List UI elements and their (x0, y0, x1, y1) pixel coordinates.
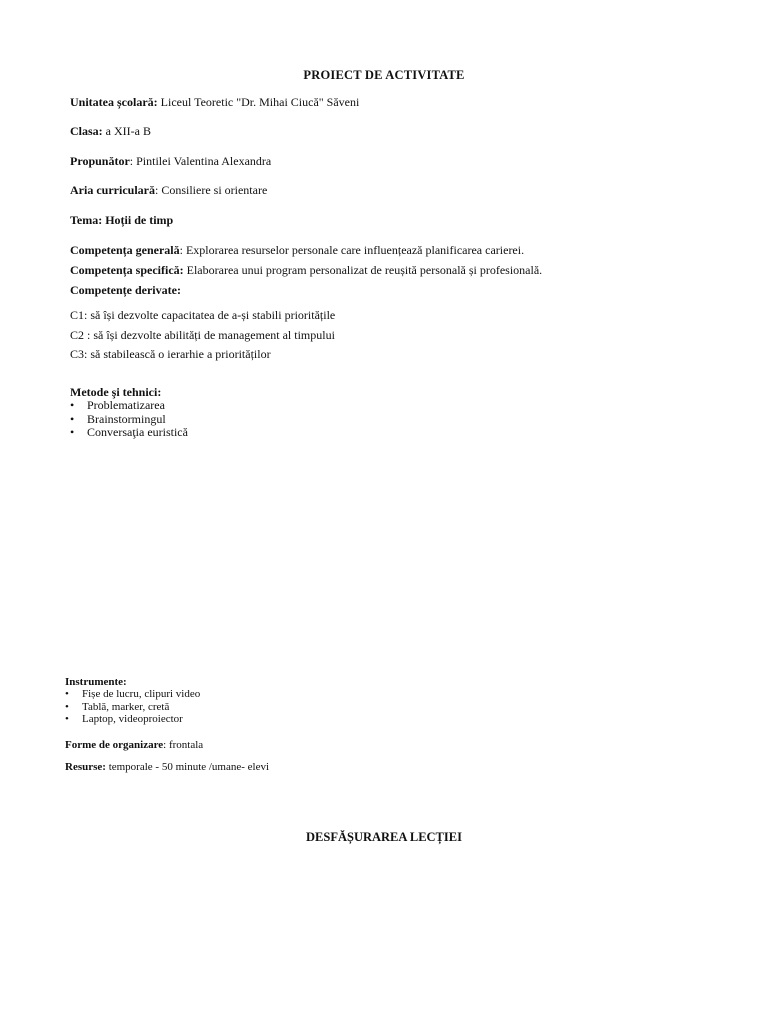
competenta-c3: C3: să stabilească o ierarhie a priorităților (70, 347, 271, 361)
tema-line (70, 213, 173, 228)
metode-list (70, 399, 188, 440)
instrumente-list (65, 688, 200, 726)
competenta-c1: C1: să își dezvolte capacitatea de a-și stabili prioritățile (70, 308, 336, 322)
instrumente-label: Instrumente: (65, 676, 127, 688)
clasa-line (70, 124, 151, 139)
clasa-value: a XII-a B (102, 124, 151, 138)
aria-curriculara-line (70, 183, 267, 198)
unitatea-scolara-line (70, 95, 359, 110)
competenta-c2: C2 : să își dezvolte abilități de management al timpului (70, 328, 335, 342)
resurse-value: temporale - 50 minute /umane- elevi (105, 761, 270, 773)
competenta-generala-line (70, 243, 524, 258)
forme-organizare-line (65, 739, 203, 751)
instrumente-line (65, 676, 127, 688)
tema-label: Tema: Hoții de timp (70, 213, 174, 227)
resurse-label: Resurse: (65, 761, 106, 773)
competenta-specifica-value: Elaborarea unui program personalizat de reușită personală și profesională. (183, 263, 543, 277)
forme-organizare-label: Forme de organizare (65, 739, 164, 751)
aria-curriculara-value: : Consiliere si orientare (154, 183, 268, 197)
propunator-line (70, 154, 271, 169)
metode-label: Metode şi tehnici: (70, 385, 162, 399)
list-item: • Laptop, videoproiector (65, 713, 200, 726)
list-item: • Tablă, marker, cretă (65, 701, 200, 714)
competenta-generala-label: Competența generală (70, 243, 180, 257)
list-item: • Brainstormingul (70, 413, 188, 427)
list-item: • Problematizarea (70, 399, 188, 413)
unitatea-scolara-label: Unitatea școlară: (70, 95, 158, 109)
propunator-label: Propunător (70, 154, 130, 168)
forme-organizare-value: : frontala (163, 739, 204, 751)
propunator-value: : Pintilei Valentina Alexandra (129, 154, 272, 168)
competenta-generala-value: : Explorarea resurselor personale care influențează planificarea carierei. (179, 243, 525, 257)
aria-curriculara-label: Aria curriculară (70, 183, 155, 197)
competenta-specifica-label: Competența specifică: (70, 263, 184, 277)
list-item: • Fișe de lucru, clipuri video (65, 688, 200, 701)
competente-derivate-line (70, 283, 181, 298)
desfasurarea-lectiei-heading: DESFĂȘURAREA LECȚIEI (306, 830, 462, 844)
list-item: • Conversaţia euristică (70, 426, 188, 440)
document-title: PROIECT DE ACTIVITATE (303, 68, 465, 82)
competente-derivate-label: Competențe derivate: (70, 283, 181, 297)
resurse-line (65, 761, 269, 773)
competenta-specifica-line (70, 263, 542, 278)
unitatea-scolara-value: Liceul Teoretic "Dr. Mihai Ciucă" Săveni (157, 95, 360, 109)
clasa-label: Clasa: (70, 124, 103, 138)
